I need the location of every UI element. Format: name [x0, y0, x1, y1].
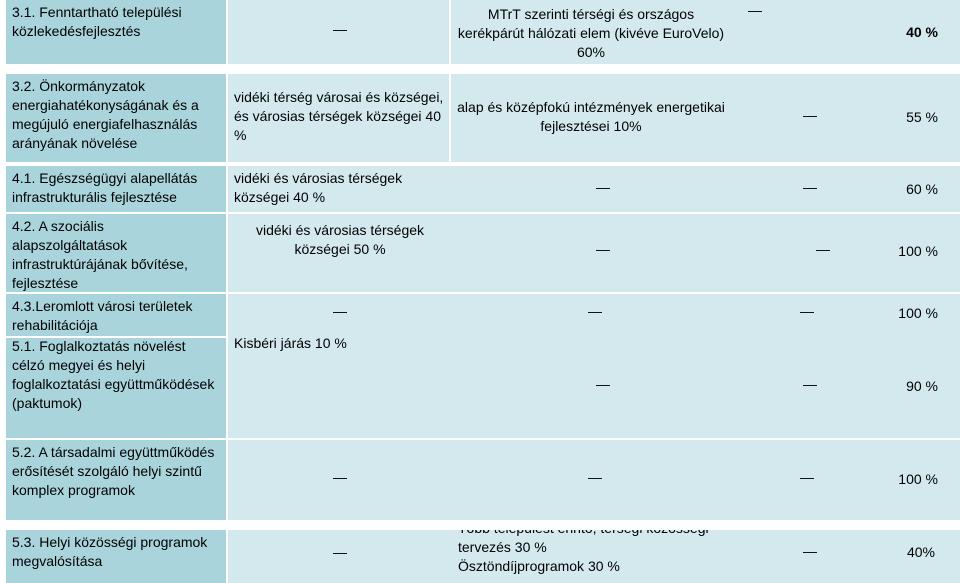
row-label-text: 3.1. Fenntartható települési közlekedésfejlesztés	[12, 4, 182, 39]
row-label	[6, 530, 226, 583]
cell-col5: 55 %	[906, 109, 938, 125]
cell-col5: 40 %	[906, 24, 938, 40]
row-label-text: 4.1. Egészségügyi alapellátás infrastrukturális fejlesztése	[12, 170, 198, 205]
cell-col5: 90 %	[906, 378, 938, 394]
cell-col3: —	[588, 469, 602, 485]
cell-col4: —	[803, 107, 817, 123]
cell-col5: 40%	[906, 544, 935, 560]
row-divider	[0, 336, 228, 338]
cell-col2: vidéki és városias térségek községei 50 %	[255, 222, 425, 257]
cell-col2: —	[333, 544, 347, 560]
cell-col2: —	[333, 303, 347, 319]
cell-col2: vidéki térség városai és községei, és városias térségek községei 40 %	[234, 89, 444, 143]
cell-col4: —	[800, 469, 814, 485]
row-divider	[0, 212, 228, 214]
row-divider	[0, 292, 228, 294]
cell-col4: —	[803, 543, 817, 559]
row-divider	[0, 438, 960, 440]
cell-col4: —	[803, 179, 817, 195]
column-divider	[226, 0, 228, 583]
cell-col2: —	[333, 21, 347, 37]
row-label-text: 4.2. A szociális alapszolgáltatások infrastruktúrájának bővítése, fejlesztése	[12, 218, 188, 291]
row-label	[6, 0, 226, 64]
cell-col3: —	[596, 376, 610, 392]
row-label-text: 3.2. Önkormányzatok energiahatékonyságának és a megújuló energiafelhasználás arányának növelése	[12, 78, 199, 151]
cell-col2: vidéki és városias térségek községei 40 %	[234, 170, 403, 205]
row-label	[6, 166, 226, 212]
cell-col2: Kisbéri járás 10 %	[234, 335, 347, 351]
row-label	[6, 440, 226, 520]
cell-col3: tervezés 30 %	[458, 539, 547, 555]
cell-col5: 100 %	[898, 305, 938, 321]
cell-col2: —	[333, 469, 347, 485]
cell-col4: —	[816, 241, 830, 257]
cell-col4: —	[748, 2, 762, 18]
row-divider	[0, 520, 960, 530]
row-label	[6, 334, 226, 438]
row-label-text: 5.3. Helyi közösségi programok megvalósítása	[12, 534, 208, 569]
cell-col3-extra: Ösztöndíjprogramok 30 %	[458, 558, 620, 574]
cell-col3: —	[588, 303, 602, 319]
cell-col5: 60 %	[906, 181, 938, 197]
row-label-text: 4.3.Leromlott városi területek rehabilitációja	[12, 298, 193, 333]
row-divider	[0, 64, 960, 74]
row-label-text: 5.1. Foglalkoztatás növelést célzó megyei és helyi foglalkoztatási együttműködések (paktumok)	[12, 338, 215, 411]
cell-col5: 100 %	[898, 471, 938, 487]
row-label	[6, 74, 226, 162]
row-label	[6, 214, 226, 292]
row-label-text: 5.2. A társadalmi együttműködés erősítését szolgáló helyi szintű komplex programok	[12, 444, 215, 498]
cell-col3: MTrT szerinti térségi és országos kerékpárút hálózati elem (kivéve EuroVelo) 60%	[457, 6, 725, 60]
row-divider	[0, 162, 960, 166]
cell-col3: alap és középfokú intézmények energetikai fejlesztései 10%	[457, 99, 725, 134]
cell-col3: —	[596, 241, 610, 257]
column-divider	[449, 0, 451, 162]
cell-col4: —	[803, 376, 817, 392]
cell-col4: —	[800, 303, 814, 319]
cell-col5: 100 %	[898, 243, 938, 259]
row-label	[6, 294, 226, 336]
cell-col3: —	[596, 179, 610, 195]
